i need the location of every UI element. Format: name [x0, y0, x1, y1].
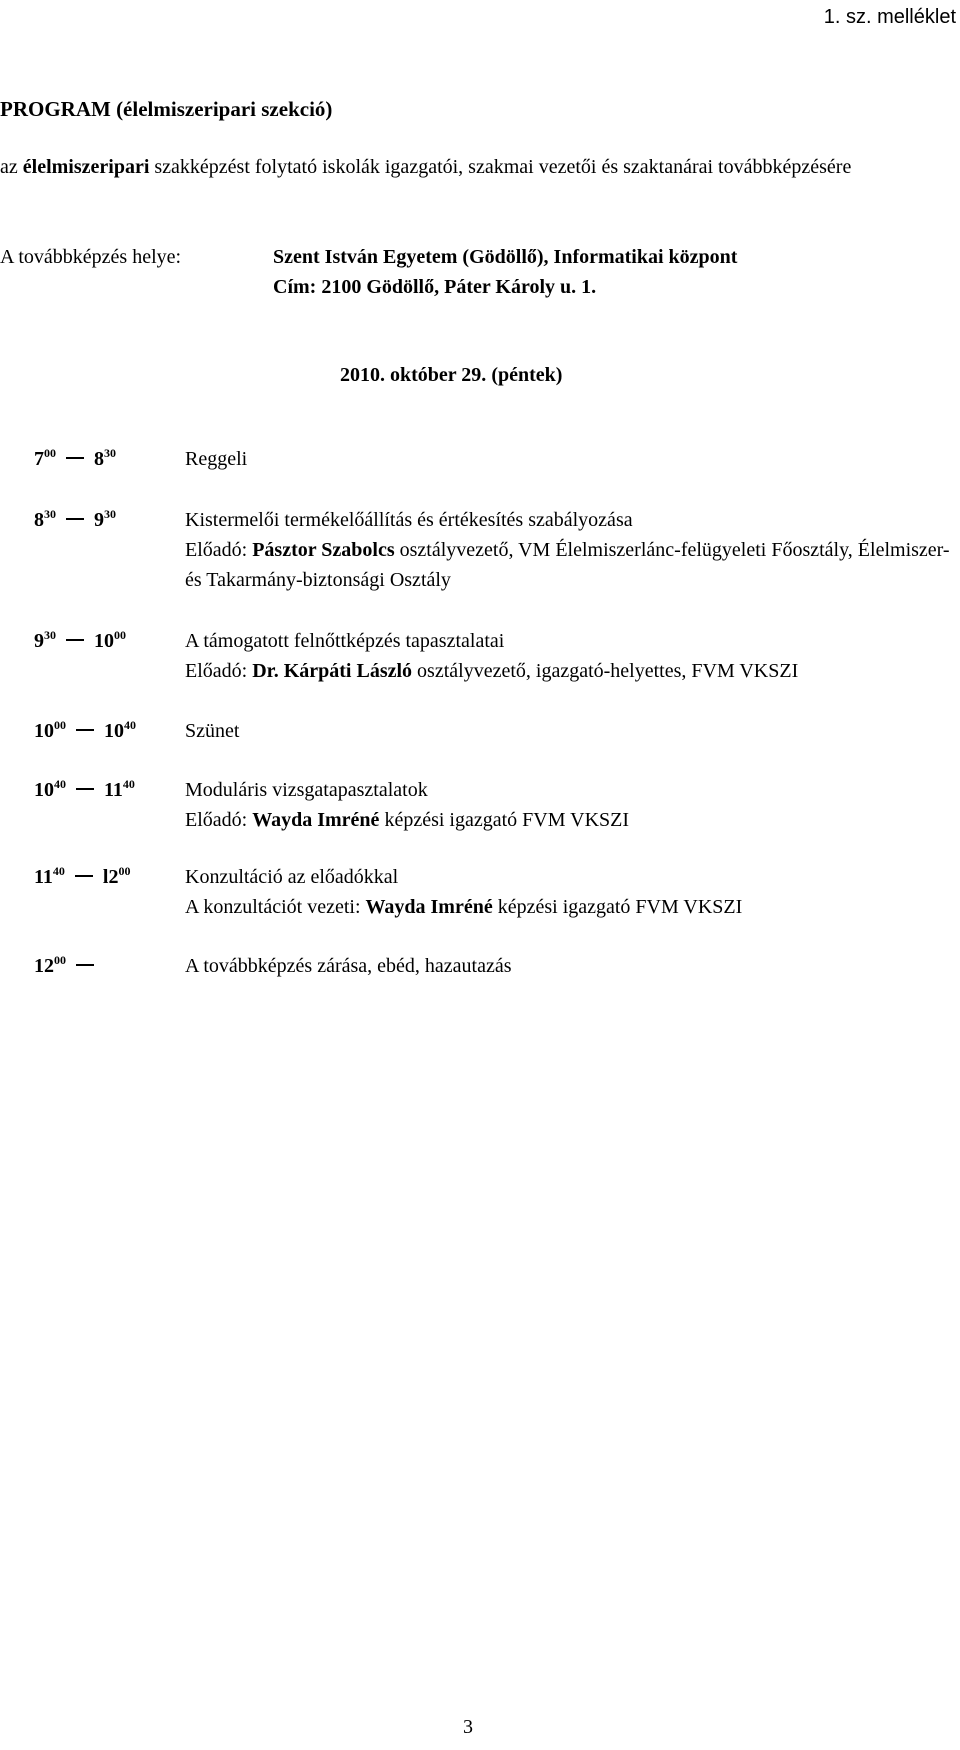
speaker-name: Wayda Imréné: [365, 896, 493, 918]
schedule-time: [34, 505, 116, 535]
schedule-time: [34, 444, 116, 474]
schedule-time: [34, 951, 104, 981]
end-hour: 9: [94, 509, 104, 531]
session-speaker: [185, 805, 960, 835]
time-dash: [76, 964, 94, 966]
session-title: A támogatott felnőttképzés tapasztalatai: [185, 630, 505, 652]
session-title: Reggeli: [185, 448, 248, 470]
venue-address: Cím: 2100 Gödöllő, Páter Károly u. 1.: [273, 276, 597, 298]
speaker-role: képzési igazgató FVM VKSZI: [379, 809, 630, 831]
intro-rest: szakképzést folytató iskolák igazgatói, szakmai vezetői és szaktanárai továbbképzésére: [149, 156, 852, 178]
speaker-name: Dr. Kárpáti László: [252, 660, 413, 682]
schedule-body: [185, 775, 960, 835]
page-number: 3: [463, 1716, 473, 1738]
venue-details: [273, 242, 737, 302]
event-weekday: (péntek): [486, 364, 563, 386]
time-dash: [66, 639, 84, 641]
start-hour: 8: [34, 509, 44, 531]
speaker-prefix: Előadó:: [185, 809, 253, 831]
end-hour: 8: [94, 448, 104, 470]
end-minute: 30: [104, 507, 116, 521]
schedule-body: [185, 951, 960, 981]
schedule-body: [185, 505, 960, 595]
end-minute: 40: [122, 777, 135, 791]
speaker-prefix: Előadó:: [185, 660, 253, 682]
start-hour: 10: [34, 720, 54, 742]
start-minute: 00: [44, 446, 56, 460]
schedule-time: [34, 775, 135, 805]
schedule-body: [185, 444, 960, 474]
start-hour: 11: [34, 866, 53, 888]
schedule-time: [34, 626, 126, 656]
start-minute: 00: [54, 953, 66, 967]
intro-bold: élelmiszeripari: [22, 156, 150, 178]
end-minute: 40: [124, 718, 136, 732]
end-hour: 11: [104, 779, 123, 801]
schedule-body: [185, 626, 960, 686]
speaker-name: Pásztor Szabolcs: [252, 539, 395, 561]
session-title: A továbbképzés zárása, ebéd, hazautazás: [185, 955, 512, 977]
session-title: Moduláris vizsgatapasztalatok: [185, 779, 428, 801]
end-hour: 10: [104, 720, 124, 742]
session-title: Szünet: [185, 720, 240, 742]
event-day: 2010. október 29.: [340, 364, 487, 386]
schedule-body: [185, 716, 960, 746]
end-minute: 30: [104, 446, 116, 460]
speaker-prefix: Előadó:: [185, 539, 253, 561]
start-minute: 40: [52, 864, 65, 878]
end-hour: l2: [102, 866, 119, 888]
annex-label: 1. sz. melléklet: [823, 6, 956, 28]
speaker-role: képzési igazgató FVM VKSZI: [492, 896, 743, 918]
start-minute: 00: [54, 718, 66, 732]
event-date: [340, 360, 562, 390]
intro-paragraph: [0, 152, 952, 182]
intro-prefix: az: [0, 156, 23, 178]
time-dash: [66, 518, 84, 520]
session-title: Konzultáció az előadókkal: [185, 866, 399, 888]
time-dash: [76, 729, 94, 731]
venue-label: A továbbképzés helye:: [0, 246, 182, 268]
speaker-prefix: A konzultációt vezeti:: [185, 896, 366, 918]
end-hour: 10: [94, 630, 114, 652]
session-speaker: [185, 892, 960, 922]
session-speaker: [185, 656, 960, 686]
start-hour: 9: [34, 630, 44, 652]
time-dash: [76, 788, 94, 790]
end-minute: 00: [118, 864, 131, 878]
start-minute: 40: [54, 777, 66, 791]
speaker-role: osztályvezető, igazgató-helyettes, FVM VKSZI: [412, 660, 799, 682]
schedule-time: [34, 716, 136, 746]
session-speaker: [185, 535, 960, 595]
speaker-role: osztályvezető, VM Élelmiszerlánc-felügyeleti Főosztály, Élelmiszer- és Takarmány-biztonsági Osztály: [185, 539, 950, 591]
speaker-name: Wayda Imréné: [252, 809, 380, 831]
start-minute: 30: [44, 507, 56, 521]
schedule-time: [34, 862, 130, 892]
start-hour: 10: [34, 779, 54, 801]
time-dash: [66, 457, 84, 459]
session-title: Kistermelői termékelőállítás és értékesítés szabályozása: [185, 509, 633, 531]
program-title: PROGRAM (élelmiszeripari szekció): [0, 97, 333, 121]
start-minute: 30: [44, 628, 56, 642]
venue-name: Szent István Egyetem (Gödöllő), Informatikai központ: [273, 246, 738, 268]
end-minute: 00: [114, 628, 126, 642]
start-hour: 12: [34, 955, 54, 977]
time-dash: [75, 875, 93, 877]
schedule-body: [185, 862, 960, 922]
start-hour: 7: [34, 448, 44, 470]
